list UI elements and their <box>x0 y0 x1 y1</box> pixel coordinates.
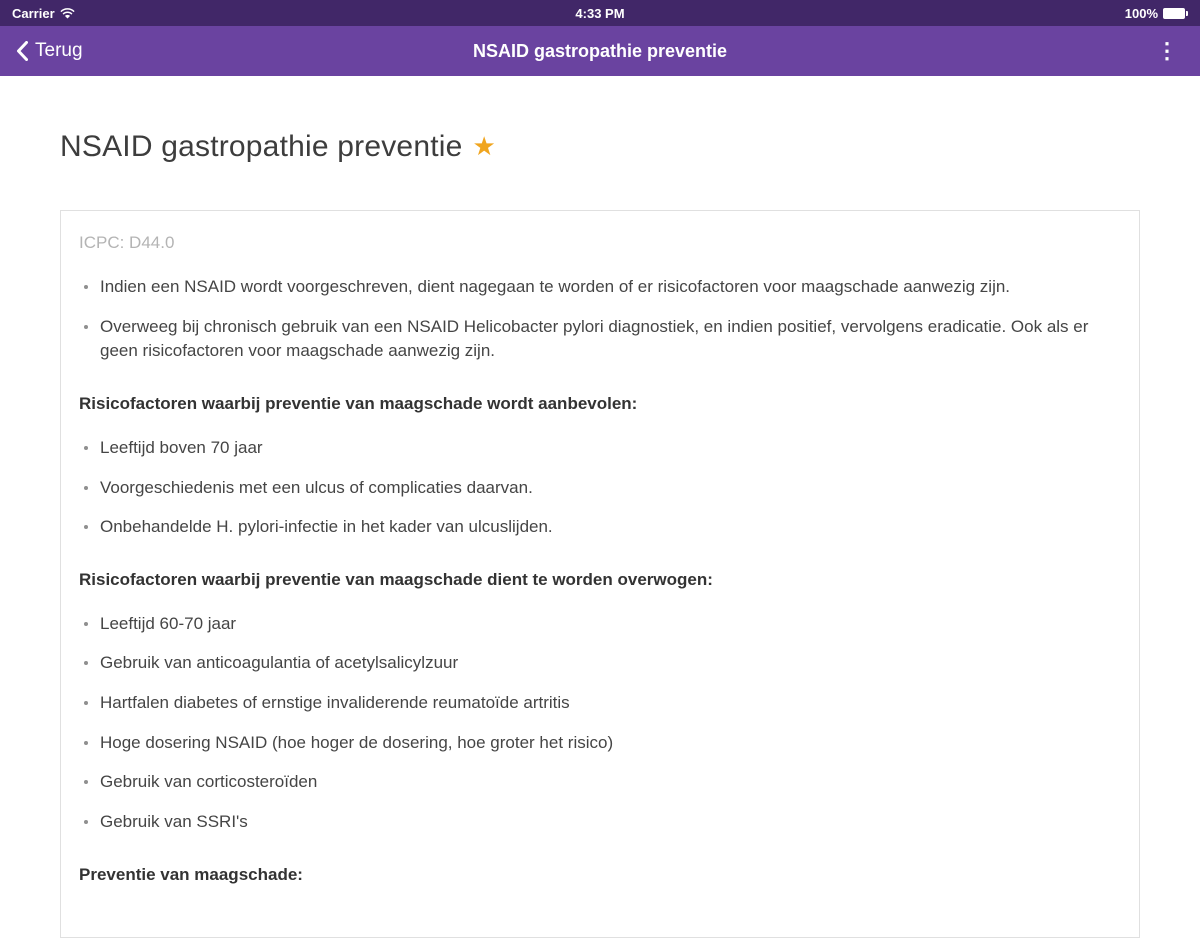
list-item <box>79 515 1121 540</box>
list-item-text: Leeftijd 60-70 jaar <box>100 613 237 633</box>
list-item <box>79 651 1121 676</box>
list-item <box>79 436 1121 461</box>
list-item <box>79 770 1121 795</box>
list-item <box>79 612 1121 637</box>
list-item-text: Onbehandelde H. pylori-infectie in het kader van ulcuslijden. <box>100 517 553 537</box>
page-title <box>60 130 1140 164</box>
list-item-text: Voorgeschiedenis met een ulcus of complicaties daarvan. <box>100 477 533 497</box>
list-item <box>79 476 1121 501</box>
overflow-menu-icon[interactable]: ⋮ <box>1156 38 1178 63</box>
list-item-text: Leeftijd boven 70 jaar <box>100 437 263 457</box>
carrier-label: Carrier <box>12 5 55 21</box>
list-item-text: Overweeg bij chronisch gebruik van een NSAID Helicobacter pylori diagnostiek, en indien positief, vervolgens eradicatie. Ook als er geen risicofactoren voor maagschade aanwezig zijn. <box>100 316 1089 361</box>
nav-bar <box>0 26 1200 76</box>
icpc-code-label: ICPC: D44.0 <box>79 233 175 252</box>
list-item-text: Hoge dosering NSAID (hoe hoger de dosering, hoe groter het risico) <box>100 732 614 752</box>
list-item <box>79 691 1121 716</box>
back-button-label: Terug <box>35 40 83 61</box>
list-item-text: Indien een NSAID wordt voorgeschreven, dient nagegaan te worden of er risicofactoren voor maagschade aanwezig zijn. <box>100 277 1011 296</box>
section-heading: Risicofactoren waarbij preventie van maagschade wordt aanbevolen: <box>79 393 638 413</box>
status-bar <box>0 0 1200 26</box>
nav-title: NSAID gastropathie preventie <box>472 40 728 61</box>
page-title-text: NSAID gastropathie preventie <box>60 130 463 163</box>
list-item-text: Gebruik van anticoagulantia of acetylsalicylzuur <box>100 653 459 673</box>
battery-area <box>1125 6 1188 21</box>
list-item-text: Gebruik van SSRI's <box>100 812 248 832</box>
guideline-card <box>60 210 1140 938</box>
section-heading: Risicofactoren waarbij preventie van maagschade dient te worden overwogen: <box>79 569 713 589</box>
page-content <box>0 76 1200 938</box>
clock: 4:33 PM <box>575 5 625 21</box>
battery-icon <box>1163 8 1188 19</box>
back-button[interactable] <box>16 40 83 62</box>
favorite-star-icon[interactable]: ★ <box>472 131 497 161</box>
battery-percent-label: 100% <box>1124 5 1158 21</box>
back-chevron-icon <box>16 41 28 61</box>
list-item-text: Gebruik van corticosteroïden <box>100 772 318 792</box>
list-item <box>79 731 1121 756</box>
list-item <box>79 275 1121 300</box>
list-item <box>79 810 1121 835</box>
list-item-text: Hartfalen diabetes of ernstige invaliderende reumatoïde artritis <box>100 693 570 713</box>
list-item <box>79 315 1121 364</box>
section-heading: Preventie van maagschade: <box>79 864 303 884</box>
